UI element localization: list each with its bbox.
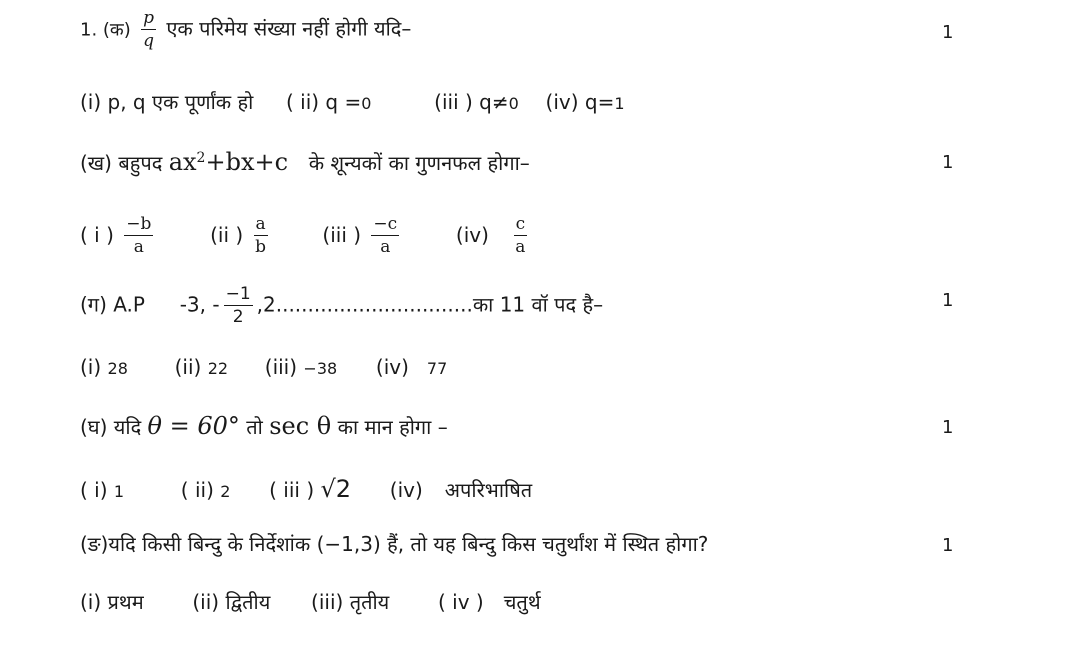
option-4-label: (iv) xyxy=(455,222,489,247)
question-1-text: एक परिमेय संख्या नहीं होगी यदि– xyxy=(166,16,412,41)
polynomial-exponent: 2 xyxy=(196,150,206,166)
option-2-fraction xyxy=(254,216,268,256)
option-2 xyxy=(192,590,270,614)
fraction-numerator: −b xyxy=(126,214,152,234)
theta-expression: θ = 60° xyxy=(147,412,240,440)
option-3-label: (iii ) xyxy=(322,222,362,247)
question-4-marks: 1 xyxy=(942,417,954,438)
option-1 xyxy=(80,478,124,502)
option-1-label: ( i) xyxy=(80,478,108,502)
sequence-fraction xyxy=(224,286,253,326)
option-3-value: 0 xyxy=(508,94,519,113)
option-4-value: अपरिभाषित xyxy=(444,478,533,502)
option-3-label: (iii ) q≠ xyxy=(434,90,509,114)
sequence-start: -3, - xyxy=(179,292,220,317)
option-4-value: 77 xyxy=(426,359,448,378)
question-5-marks: 1 xyxy=(942,535,954,556)
sequence-rest: ,2............................... xyxy=(256,292,473,317)
question-5-text: (ङ)यदि किसी बिन्दु के निर्देशांक (−1,3) हैं, तो यह बिन्दु किस चतुर्थांश में स्थित होगा? xyxy=(80,532,709,556)
option-1-label: (i) xyxy=(80,355,102,379)
question-5 xyxy=(80,532,708,556)
fraction-denominator: 2 xyxy=(232,307,244,327)
fraction-numerator: −c xyxy=(373,214,398,234)
question-2-text: के शून्यकों का गुणनफल होगा– xyxy=(308,151,530,175)
question-4-text: का मान होगा – xyxy=(337,415,448,439)
fraction-denominator: q xyxy=(143,31,155,51)
option-1-value: 1 xyxy=(113,482,125,501)
fraction-numerator: −1 xyxy=(225,284,251,304)
fraction-p-over-q xyxy=(141,10,156,50)
sec-expression: sec θ xyxy=(269,412,332,440)
question-1 xyxy=(80,10,411,50)
question-4-options xyxy=(80,477,532,504)
option-4-label: (iv) q= xyxy=(545,90,615,114)
option-4-value: 1 xyxy=(614,94,625,113)
question-2-marks: 1 xyxy=(942,152,954,173)
option-1 xyxy=(80,590,144,614)
option-1-label: ( i ) xyxy=(80,222,114,247)
option-3 xyxy=(311,590,389,614)
option-3 xyxy=(434,90,519,114)
option-4 xyxy=(438,590,541,614)
question-4-then: तो xyxy=(246,415,263,439)
question-1-options xyxy=(80,90,625,116)
option-1-fraction xyxy=(124,216,153,256)
option-1-label: (i) xyxy=(80,590,102,614)
question-3-prefix: (ग) A.P xyxy=(80,292,145,317)
option-3-value: −38 xyxy=(303,359,338,378)
fraction-numerator: c xyxy=(515,214,526,234)
option-2-value: 2 xyxy=(220,482,231,501)
question-2 xyxy=(80,150,530,175)
fraction-denominator: a xyxy=(133,237,144,257)
question-3 xyxy=(80,286,603,326)
question-5-options xyxy=(80,590,541,614)
option-3 xyxy=(269,475,352,503)
fraction-numerator: p xyxy=(143,8,155,28)
option-2 xyxy=(210,214,278,257)
option-4-fraction xyxy=(514,216,528,256)
option-3 xyxy=(265,355,337,379)
option-1 xyxy=(80,214,164,257)
option-1-value: 28 xyxy=(107,359,128,378)
option-2-value: द्वितीय xyxy=(225,590,271,614)
question-1-marks: 1 xyxy=(942,22,954,43)
option-2-value: 0 xyxy=(361,94,372,113)
option-4-label: (iv) xyxy=(375,355,409,379)
option-2 xyxy=(175,355,228,379)
option-3-label: (iii) xyxy=(311,590,344,614)
polynomial xyxy=(169,148,288,176)
option-3-fraction xyxy=(371,216,399,256)
option-4-value: चतुर्थ xyxy=(503,590,541,614)
question-1-number: 1. (क) xyxy=(80,19,131,41)
option-2-label: ( ii) xyxy=(180,478,214,502)
question-3-text: का 11 वॉ पद है– xyxy=(472,292,604,317)
polynomial-term-a: ax xyxy=(168,148,197,176)
option-1-value: प्रथम xyxy=(107,590,144,614)
question-4 xyxy=(80,414,448,439)
question-3-marks: 1 xyxy=(942,290,954,311)
option-4 xyxy=(455,214,531,257)
option-2-label: (ii) xyxy=(192,590,220,614)
question-4-prefix: (घ) यदि xyxy=(80,415,142,439)
option-4 xyxy=(546,90,625,114)
option-3-label: ( iii ) xyxy=(269,478,315,502)
option-3-label: (iii) xyxy=(264,355,298,379)
option-4-label: (iv) xyxy=(389,478,423,502)
fraction-denominator: a xyxy=(380,237,391,257)
question-2-prefix: (ख) बहुपद xyxy=(80,151,163,175)
polynomial-term-b: +bx+c xyxy=(205,148,289,176)
fraction-denominator: b xyxy=(255,237,267,257)
option-2-value: 22 xyxy=(207,359,229,378)
option-1 xyxy=(80,355,128,379)
option-2-label: (ii ) xyxy=(210,222,244,247)
option-4 xyxy=(376,355,447,379)
option-3-value: तृतीय xyxy=(349,590,390,614)
option-2 xyxy=(286,90,371,114)
fraction-numerator: a xyxy=(255,214,266,234)
option-3-value: √2 xyxy=(320,475,352,503)
option-2-label: (ii) xyxy=(174,355,202,379)
option-4 xyxy=(390,478,532,502)
question-2-options xyxy=(80,216,531,256)
option-3 xyxy=(322,214,409,257)
question-3-options xyxy=(80,355,447,381)
option-2 xyxy=(181,478,231,502)
option-4-label: ( iv ) xyxy=(438,590,484,614)
option-2-label: ( ii) q = xyxy=(286,90,362,114)
fraction-denominator: a xyxy=(515,237,526,257)
option-1: (i) p, q एक पूर्णांक हो xyxy=(80,90,254,114)
